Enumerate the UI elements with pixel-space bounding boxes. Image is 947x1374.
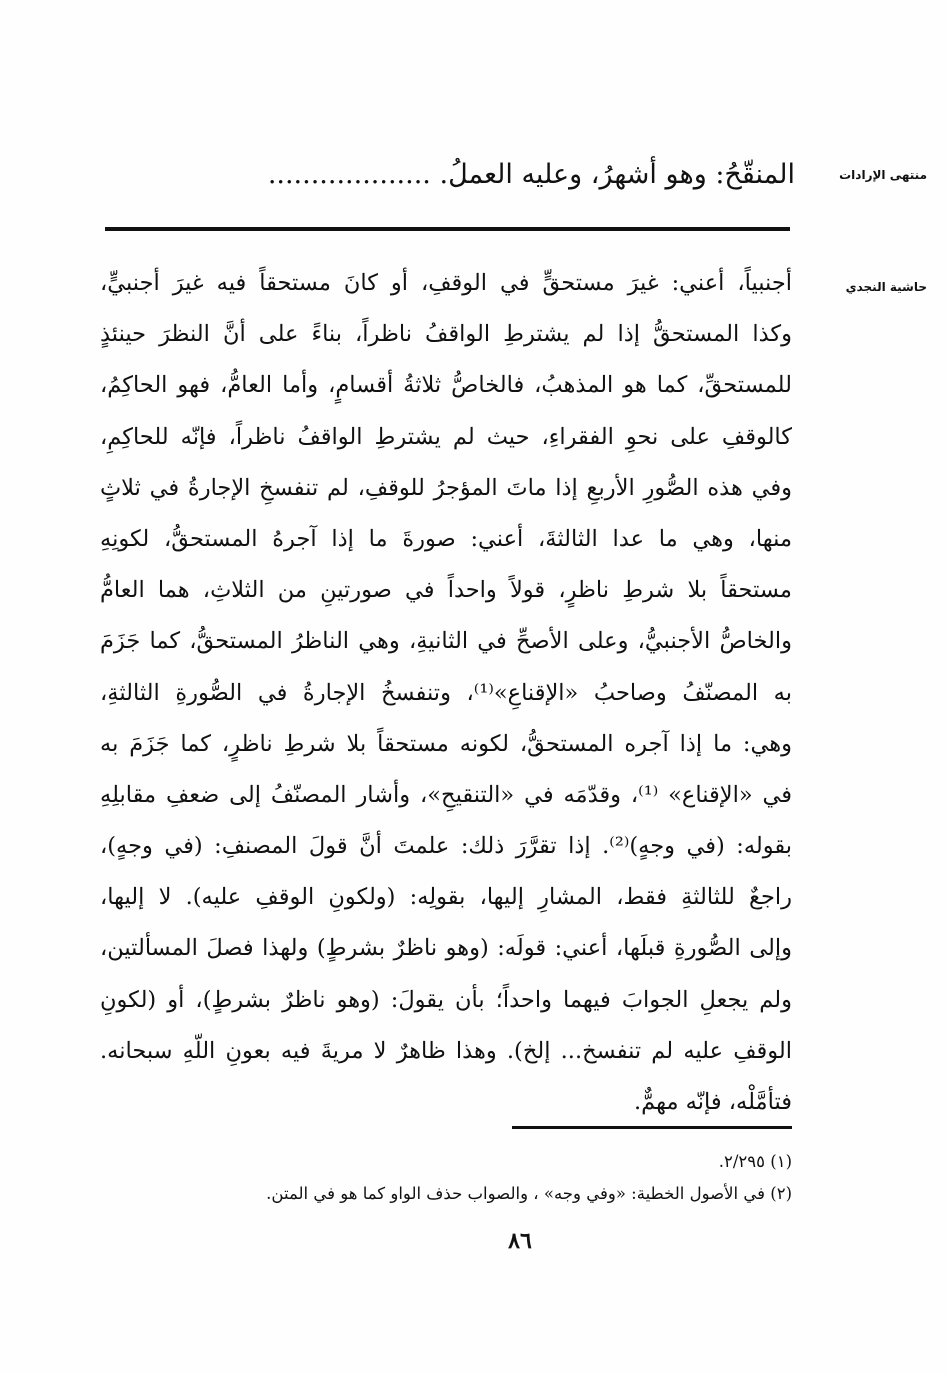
body-line: الوقفِ عليه لم تنفسخ... إلخ). وهذا ظاهرٌ لا مريةَ فيه بعونِ اللّهِ سبحانه. bbox=[100, 1037, 792, 1064]
footnote-1: (١) ٢/٢٩٥. bbox=[718, 1152, 792, 1171]
commentary-body bbox=[100, 258, 792, 1128]
body-line: وهي: ما إذا آجره المستحقُّ، لكونه مستحقاً بلا شرطِ ناظرٍ، كما جَزَمَ به bbox=[100, 730, 792, 757]
body-line: به المصنّفُ وصاحبُ «الإقناعِ»⁽¹⁾، وتنفسخُ الإجارةُ في الصُّورةِ الثالثةِ، bbox=[100, 679, 792, 706]
footnote-2: (٢) في الأصول الخطية: «وفي وجه» ، والصواب حذف الواو كما هو في المتن. bbox=[266, 1184, 792, 1203]
body-line: فتأمَّلْه، فإنّه مهمٌّ. bbox=[633, 1089, 792, 1115]
body-line: للمستحقِّ، كما هو المذهبُ، فالخاصُّ ثلاثةُ أقسامٍ، وأما العامُّ، فهو الحاكِمُ، bbox=[100, 372, 792, 399]
margin-label-commentary: حاشية النجدي bbox=[845, 280, 927, 294]
body-line: وكذا المستحقُّ إذا لم يشترطِ الواقفُ ناظراً، بناءً على أنَّ النظرَ حينئذٍ bbox=[100, 321, 792, 348]
body-line: بقوله: (في وجهٍ)⁽²⁾. إذا تقرَّرَ ذلك: علمتَ أنَّ قولَ المصنفِ: (في وجهٍ)، bbox=[100, 833, 792, 860]
main-text-sentence: المنقّحُ: وهو أشهرُ، وعليه العملُ. bbox=[439, 159, 795, 190]
page-number: ٨٦ bbox=[508, 1228, 532, 1254]
margin-label-source: منتهى الإرادات bbox=[839, 168, 927, 182]
leader-dots: ................... bbox=[267, 159, 431, 190]
body-line: مستحقاً بلا شرطِ ناظرٍ، قولاً واحداً في صورتينِ من الثلاثِ، هما العامُّ bbox=[100, 577, 792, 604]
body-line: كالوقفِ على نحوِ الفقراءِ، حيث لم يشترطِ الواقفُ ناظراً، فإنّه للحاكِمِ، bbox=[100, 423, 792, 450]
body-line: ولم يجعلِ الجوابَ فيهما واحداً؛ بأن يقولَ: (وهو ناظرٌ بشرطٍ)، أو (لكونِ bbox=[100, 986, 792, 1013]
body-line: وإلى الصُّورةِ قبلَها، أعني: قولَه: (وهو ناظرٌ بشرطٍ) ولهذا فصلَ المسألتين، bbox=[100, 935, 792, 962]
main-divider bbox=[105, 227, 790, 231]
body-line: منها، وهي ما عدا الثالثةَ، أعني: صورةَ ما إذا آجرهُ المستحقُّ، لكونِهِ bbox=[100, 525, 792, 552]
body-line: في «الإقناع» ⁽¹⁾، وقدّمَه في «التنقيحِ»، وأشار المصنّفُ إلى ضعفِ مقابلِهِ bbox=[100, 781, 792, 808]
body-line: والخاصُّ الأجنبيُّ، وعلى الأصحِّ في الثانيةِ، وهي الناظرُ المستحقُّ، كما جَزَمَ bbox=[100, 628, 792, 655]
footnote-divider bbox=[512, 1126, 792, 1129]
body-line: أجنبياً، أعني: غيرَ مستحقٍّ في الوقفِ، أو كانَ مستحقاً فيه غيرَ أجنبيٍّ، bbox=[100, 270, 792, 296]
footnotes bbox=[152, 1146, 792, 1210]
main-text-excerpt bbox=[135, 150, 795, 200]
body-line: راجعٌ للثالثةِ فقط، المشارِ إليها، بقولِه: (ولكونِ الوقفِ عليه). لا إليها، bbox=[100, 884, 792, 911]
body-line: وفي هذه الصُّورِ الأربعِ إذا ماتَ المؤجرُ للوقفِ، لم تنفسخِ الإجارةُ في ثلاثٍ bbox=[100, 474, 792, 501]
